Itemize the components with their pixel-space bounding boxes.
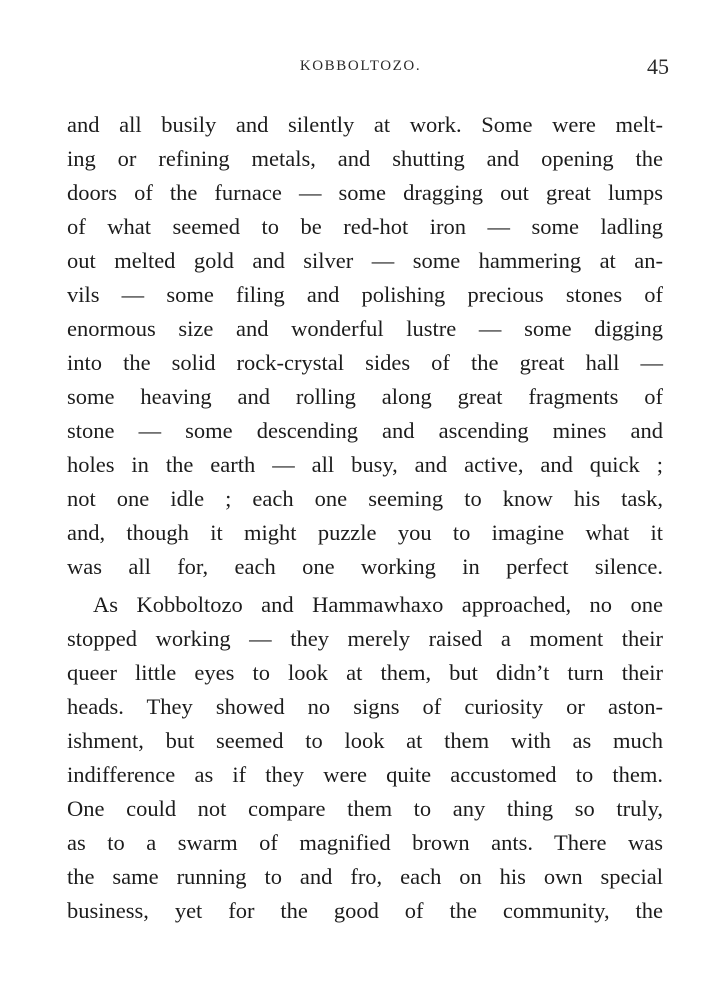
- text-line: of what seemed to be red-hot iron — some ladling: [67, 214, 663, 239]
- text-line: indifference as if they were quite accustomed to them.: [67, 762, 663, 787]
- text-line: and all busily and silently at work. Some were melt-: [67, 112, 663, 137]
- text-line: business, yet for the good of the community, the: [67, 898, 663, 923]
- text-line: some heaving and rolling along great fragments of: [67, 384, 663, 409]
- page-number: 45: [647, 54, 669, 79]
- text-line: into the solid rock-crystal sides of the great hall —: [67, 350, 663, 375]
- text-line: stone — some descending and ascending mines and: [67, 418, 663, 443]
- text-line: vils — some filing and polishing precious stones of: [67, 282, 663, 307]
- text-line: doors of the furnace — some dragging out great lumps: [67, 180, 663, 205]
- text-line: holes in the earth — all busy, and active, and quick ;: [67, 452, 663, 477]
- text-line: stopped working — they merely raised a moment their: [67, 626, 663, 651]
- text-line: One could not compare them to any thing so truly,: [67, 796, 663, 821]
- text-line: ishment, but seemed to look at them with as much: [67, 728, 663, 753]
- text-line: out melted gold and silver — some hammering at an-: [67, 248, 663, 273]
- text-line: the same running to and fro, each on his own special: [67, 864, 663, 889]
- running-title: KOBBOLTOZO.: [299, 58, 422, 74]
- text-line: was all for, each one working in perfect silence.: [67, 554, 663, 579]
- text-line: not one idle ; each one seeming to know his task,: [67, 486, 663, 511]
- running-head: [0, 56, 721, 80]
- text-line: as to a swarm of magnified brown ants. There was: [67, 830, 663, 855]
- text-line: queer little eyes to look at them, but didn’t turn their: [67, 660, 663, 685]
- text-line: ing or refining metals, and shutting and opening the: [67, 146, 663, 171]
- text-line: As Kobboltozo and Hammawhaxo approached, no one: [93, 592, 663, 617]
- body-text: [67, 108, 663, 928]
- text-line: enormous size and wonderful lustre — some digging: [67, 316, 663, 341]
- text-line: and, though it might puzzle you to imagine what it: [67, 520, 663, 545]
- text-line: heads. They showed no signs of curiosity or aston-: [67, 694, 663, 719]
